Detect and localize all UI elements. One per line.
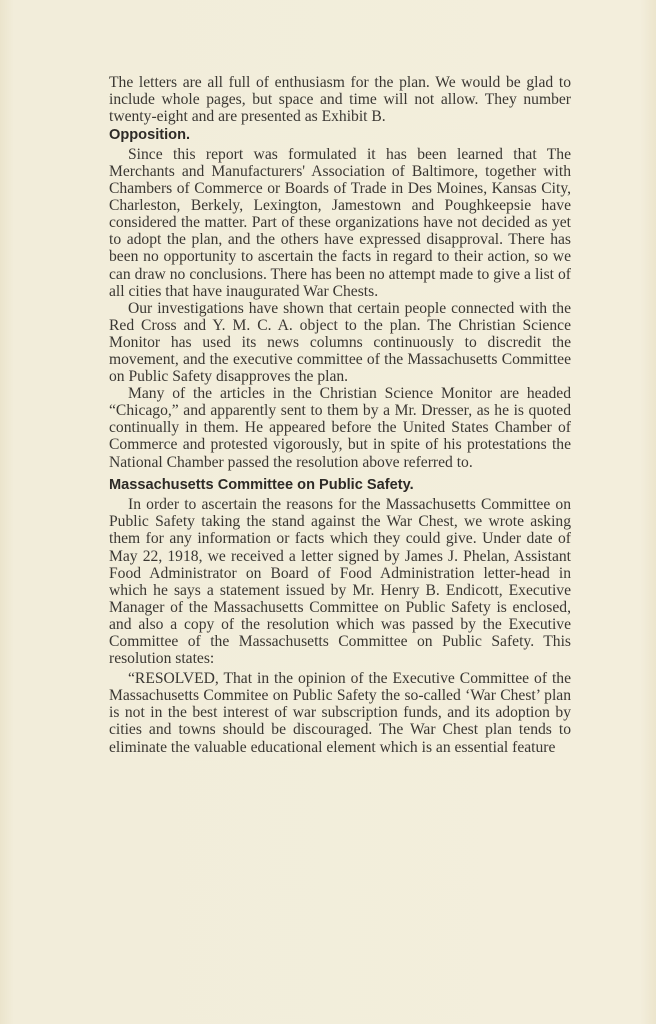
- paragraph-monitor-articles: Many of the articles in the Christian Science Monitor are headed “Chicago,” and apparently sent to them by a Mr. Dresser, as he is quoted continually in them. He appeared before the United States Chamber of Commerce and protested vigorously, but in spite of his protestations the National Chamber passed the resolution above referred to.: [109, 385, 571, 471]
- paragraph-investigations: Our investigations have shown that certain people connected with the Red Cross and Y. M. C. A. object to the plan. The Christian Science Monitor has used its news columns continuously to discredit the movement, and the executive committee of the Massachusetts Committee on Public Safety disapproves the plan.: [109, 299, 571, 386]
- heading-massachusetts: Massachusetts Committee on Public Safety.: [109, 476, 414, 493]
- paragraph-intro: The letters are all full of enthusiasm for the plan. We would be glad to include whole pages, but space and time will not allow. They number twenty-eight and are presented as Exhibit B.: [109, 74, 571, 126]
- heading-opposition: Opposition.: [109, 127, 191, 144]
- paragraph-opposition: Since this report was formulated it has been learned that The Merchants and Manufacturers' Association of Baltimore, together with Chambers of Commerce or Boards of Trade in Des Moines, Kansas City, Charleston, Berkely, Lexington, Jamestown and Poughkeepsie have considered the matter. Part of these organizations have not decided as yet to adopt the plan, and the others have expressed disapproval. There has been no opportunity to ascertain the facts in regard to their action, so we can draw no conclusions. There has been no attempt made to give a list of all cities that have inaugurated War Chests.: [109, 145, 571, 300]
- paragraph-resolution-quote: “RESOLVED, That in the opinion of the Executive Committee of the Massachusetts Commitee on Public Safety the so-called ‘War Chest’ plan is not in the best interest of war subscription funds, and its adoption by cities and towns should be discouraged. The War Chest plan tends to eliminate the valuable educational element which is an essential feature: [109, 670, 571, 756]
- paragraph-massachusetts: In order to ascertain the reasons for the Massachusetts Committee on Public Safety taking the stand against the War Chest, we wrote asking them for any information or facts which they could give. Under date of May 22, 1918, we received a letter signed by James J. Phelan, Assistant Food Administrator on Board of Food Administration letter-head in which he says a statement issued by Mr. Henry B. Endicott, Executive Manager of the Massachusetts Committee on Public Safety is enclosed, and also a copy of the resolution which was passed by the Executive Committee of the Massachusetts Committee on Public Safety. This resolution states:: [109, 496, 571, 668]
- text-column: [109, 74, 571, 756]
